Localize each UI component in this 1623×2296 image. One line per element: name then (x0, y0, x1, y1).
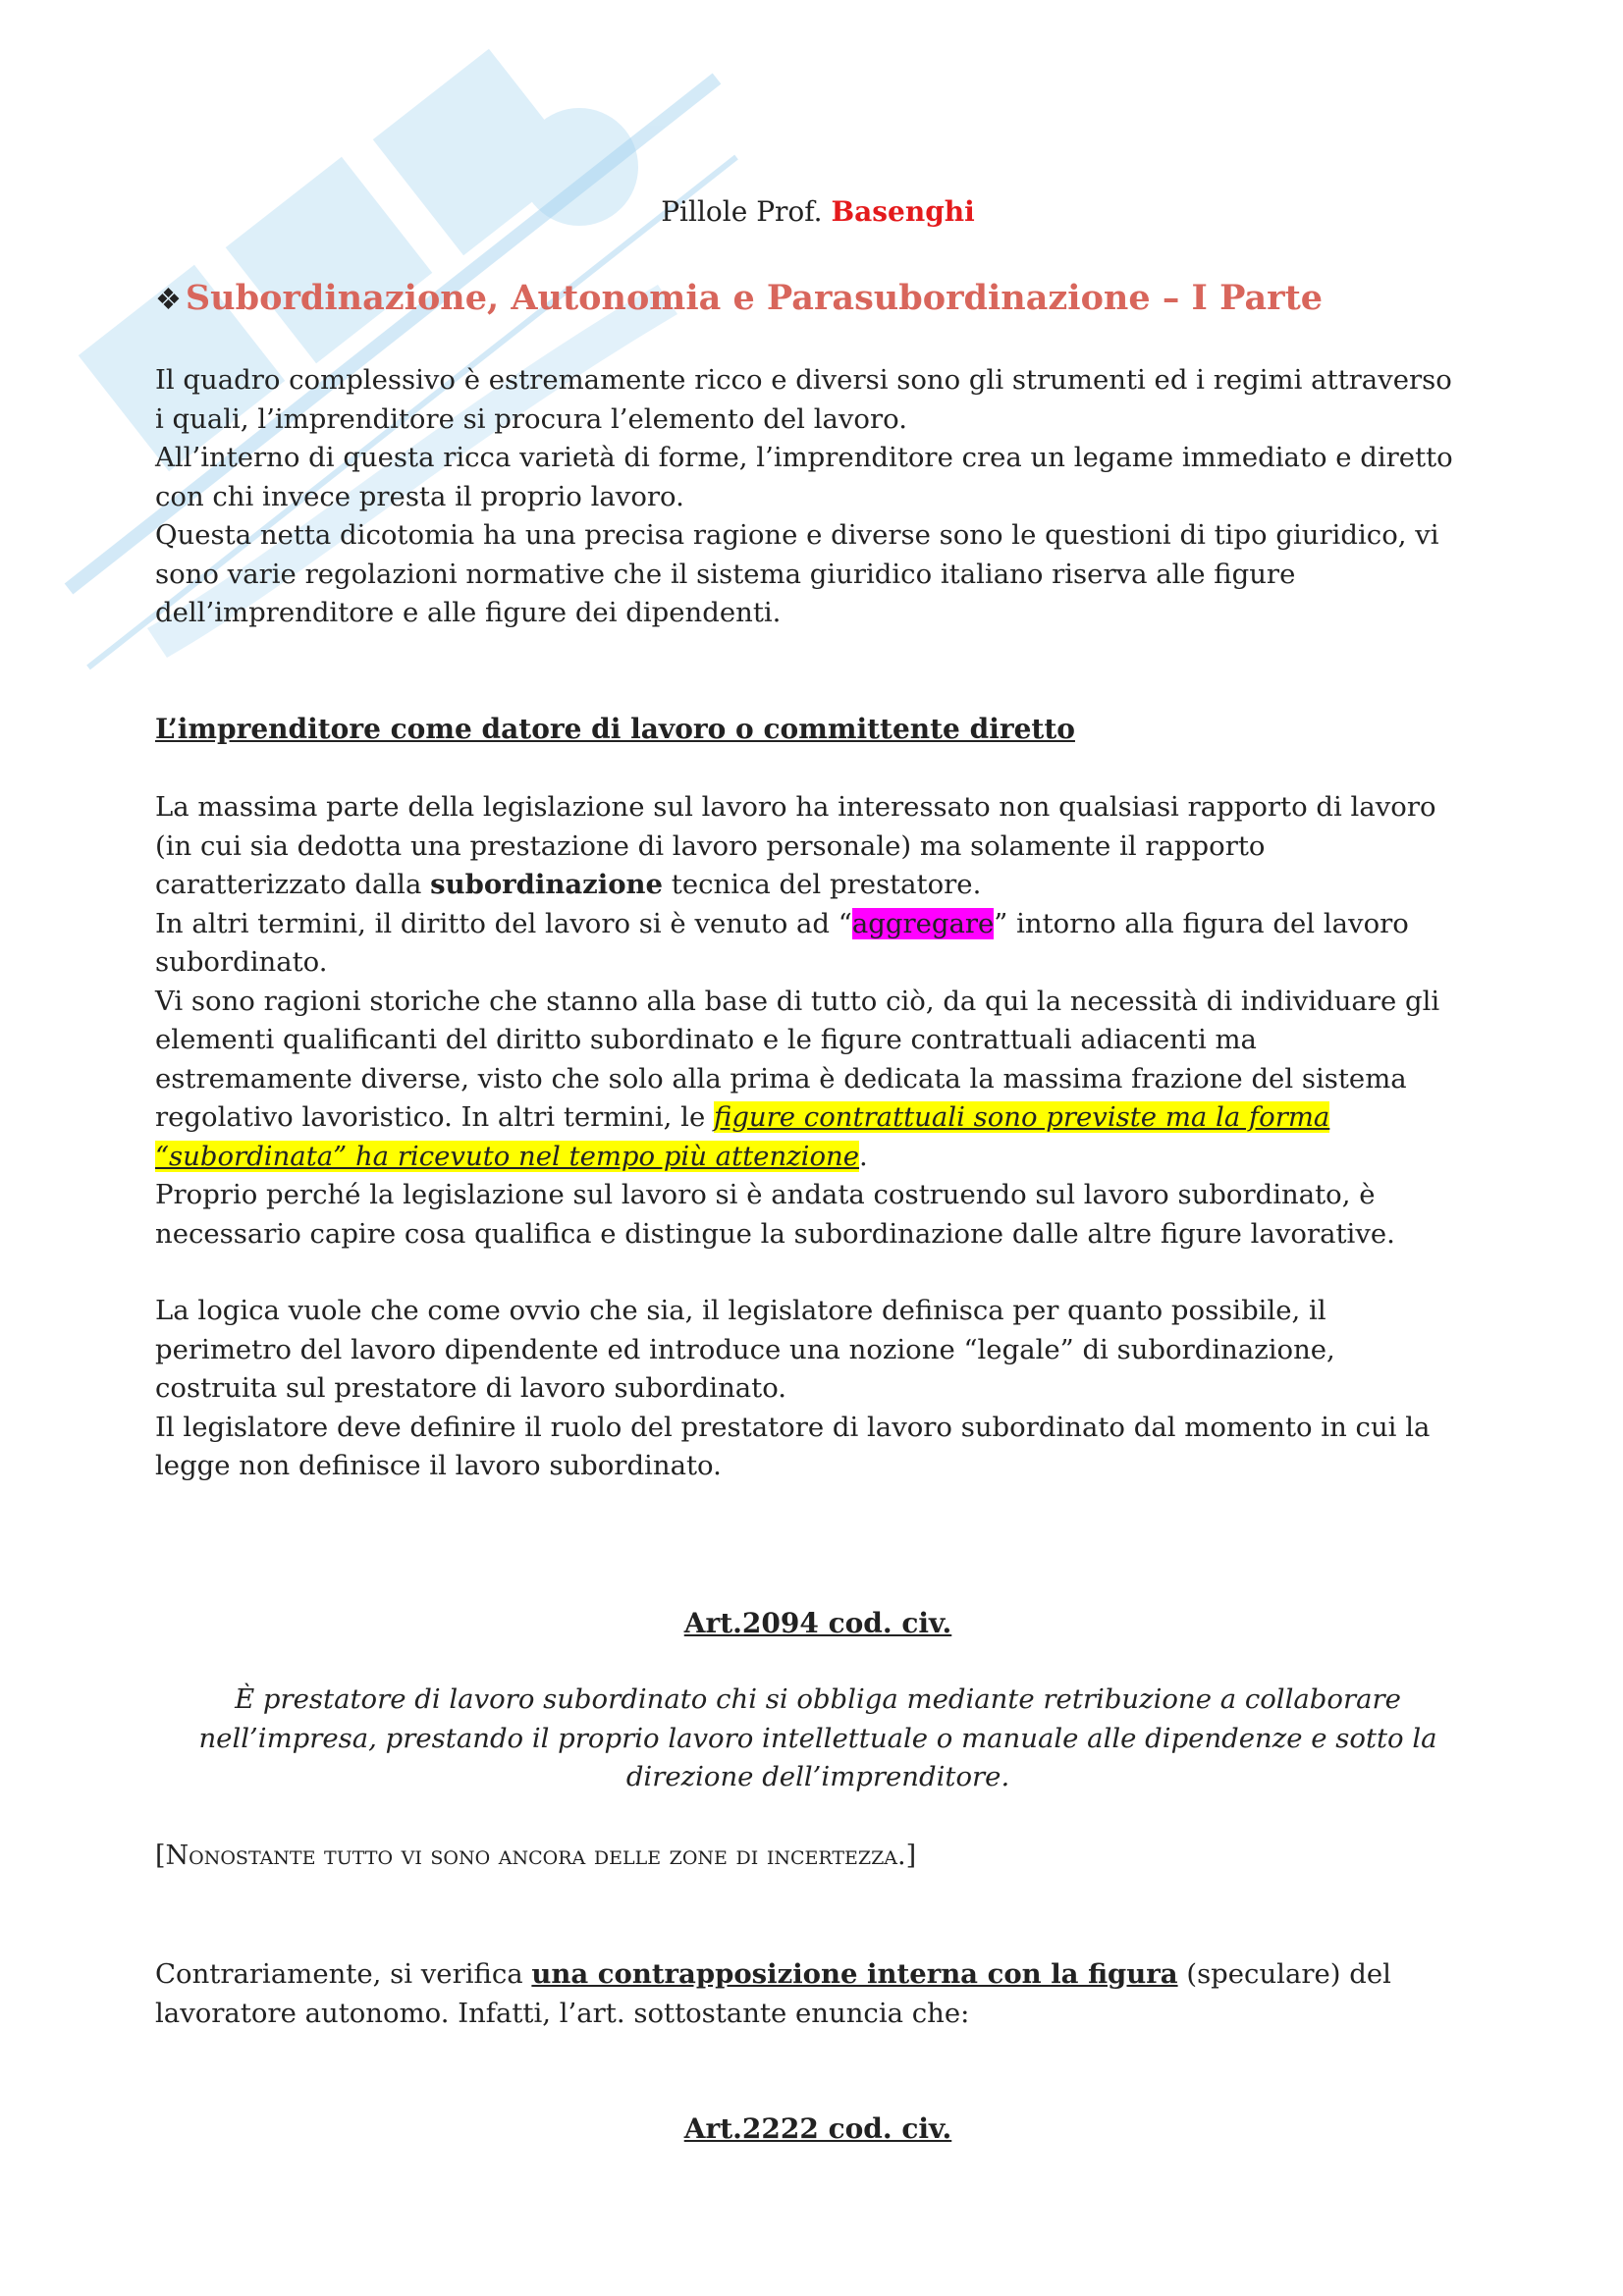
text-line: legge non definisce il lavoro subordinato. (155, 1450, 722, 1481)
text-line: La massima parte della legislazione sul lavoro ha interessato non qualsiasi rapporto di lavoro (155, 791, 1436, 823)
highlight-subordinata: “subordinata” ha ricevuto nel tempo più attenzione (155, 1140, 859, 1172)
text-line: La logica vuole che come ovvio che sia, il legislatore definisca per quanto possibile, il (155, 1295, 1326, 1326)
quote-line: È prestatore di lavoro subordinato chi si obbliga mediante retribuzione a collaborare (235, 1683, 1401, 1715)
text-line: elementi qualificanti del diritto subordinato e le figure contrattuali adiacenti ma (155, 1024, 1257, 1055)
text-line: lavoratore autonomo. Infatti, l’art. sottostante enuncia che: (155, 1997, 970, 2029)
text-line (155, 1098, 1471, 1138)
document-header (155, 192, 1481, 232)
text-fragment: caratterizzato dalla (155, 869, 431, 900)
section-title-text: Subordinazione, Autonomia e Parasubordinazione – I Parte (185, 278, 1323, 318)
text-fragment: ” intorno alla figura del lavoro (994, 907, 1409, 939)
text-line: All’interno di questa ricca varietà di forme, l’imprenditore crea un legame immediato e diretto (155, 442, 1453, 473)
uncertainty-note: [Nonostante tutto vi sono ancora delle zone di incertezza.] (155, 1841, 917, 1871)
bold-term-subordinazione: subordinazione (430, 869, 664, 900)
text-line (155, 905, 1471, 944)
highlight-figure-contrattuali: figure contrattuali sono previste ma la forma (713, 1101, 1330, 1133)
subheading-imprenditore: L’imprenditore come datore di lavoro o committente diretto (155, 713, 1075, 745)
intro-paragraph (155, 361, 1471, 633)
quote-line: nell’impresa, prestando il proprio lavoro intellettuale o manuale alle dipendenze e sotto la (198, 1722, 1437, 1754)
text-line: Il quadro complessivo è estremamente ricco e diversi sono gli strumenti ed i regimi attraverso (155, 364, 1452, 396)
quote-line: direzione dell’imprenditore. (625, 1761, 1010, 1792)
article-2094-title: Art.2094 cod. civ. (683, 1607, 952, 1639)
text-line: Questa netta dicotomia ha una precisa ragione e diverse sono le questioni di tipo giuridico, vi (155, 519, 1439, 551)
text-line: estremamente diverse, visto che solo alla prima è dedicata la massima frazione del sistema (155, 1062, 1407, 1095)
text-line (155, 1138, 1471, 1177)
article-2222-title: Art.2222 cod. civ. (683, 2112, 952, 2145)
article-2094-quote (155, 1681, 1481, 1797)
text-line: Vi sono ragioni storiche che stanno alla base di tutto ciò, da qui la necessità di individuare gli (155, 985, 1440, 1017)
text-fragment: . (859, 1140, 868, 1172)
text-fragment: tecnica del prestatore. (663, 869, 982, 900)
text-fragment: Contrariamente, si verifica (155, 1958, 532, 1990)
body-paragraph-2 (155, 1292, 1471, 1486)
text-line: (in cui sia dedotta una prestazione di lavoro personale) ma solamente il rapporto (155, 829, 1266, 862)
text-line: sono varie regolazioni normative che il sistema giuridico italiano riserva alle figure (155, 558, 1296, 590)
body-paragraph-1 (155, 788, 1471, 1254)
text-line: dell’imprenditore e alle figure dei dipendenti. (155, 597, 782, 628)
professor-name: Basenghi (831, 195, 975, 228)
text-line: con chi invece presta il proprio lavoro. (155, 480, 684, 512)
text-fragment: In altri termini, il diritto del lavoro si è venuto ad “ (155, 907, 852, 939)
text-fragment: regolativo lavoristico. In altri termini, le (155, 1101, 714, 1133)
bullet-diamond-icon: ❖ (155, 283, 182, 317)
body-paragraph-3 (155, 1955, 1471, 2033)
text-line: costruita sul prestatore di lavoro subordinato. (155, 1372, 787, 1404)
text-line: i quali, l’imprenditore si procura l’elemento del lavoro. (155, 402, 907, 435)
bold-underlined-phrase: una contrapposizione interna con la figura (531, 1958, 1178, 1990)
text-line: Il legislatore deve definire il ruolo del prestatore di lavoro subordinato dal momento in cui la (155, 1411, 1431, 1443)
text-fragment: (speculare) del (1177, 1958, 1391, 1990)
highlight-aggregare: aggregare (851, 907, 995, 939)
text-line: necessario capire cosa qualifica e distingue la subordinazione dalle altre figure lavorative. (155, 1217, 1395, 1250)
text-line: Proprio perché la legislazione sul lavoro si è andata costruendo sul lavoro subordinato, è (155, 1179, 1376, 1210)
text-line (155, 866, 1471, 905)
section-title (155, 275, 1323, 324)
text-line: subordinato. (155, 946, 328, 978)
text-line: perimetro del lavoro dipendente ed introduce una nozione “legale” di subordinazione, (155, 1333, 1335, 1365)
text-line (155, 1955, 1471, 1995)
header-prefix: Pillole Prof. (661, 195, 832, 228)
